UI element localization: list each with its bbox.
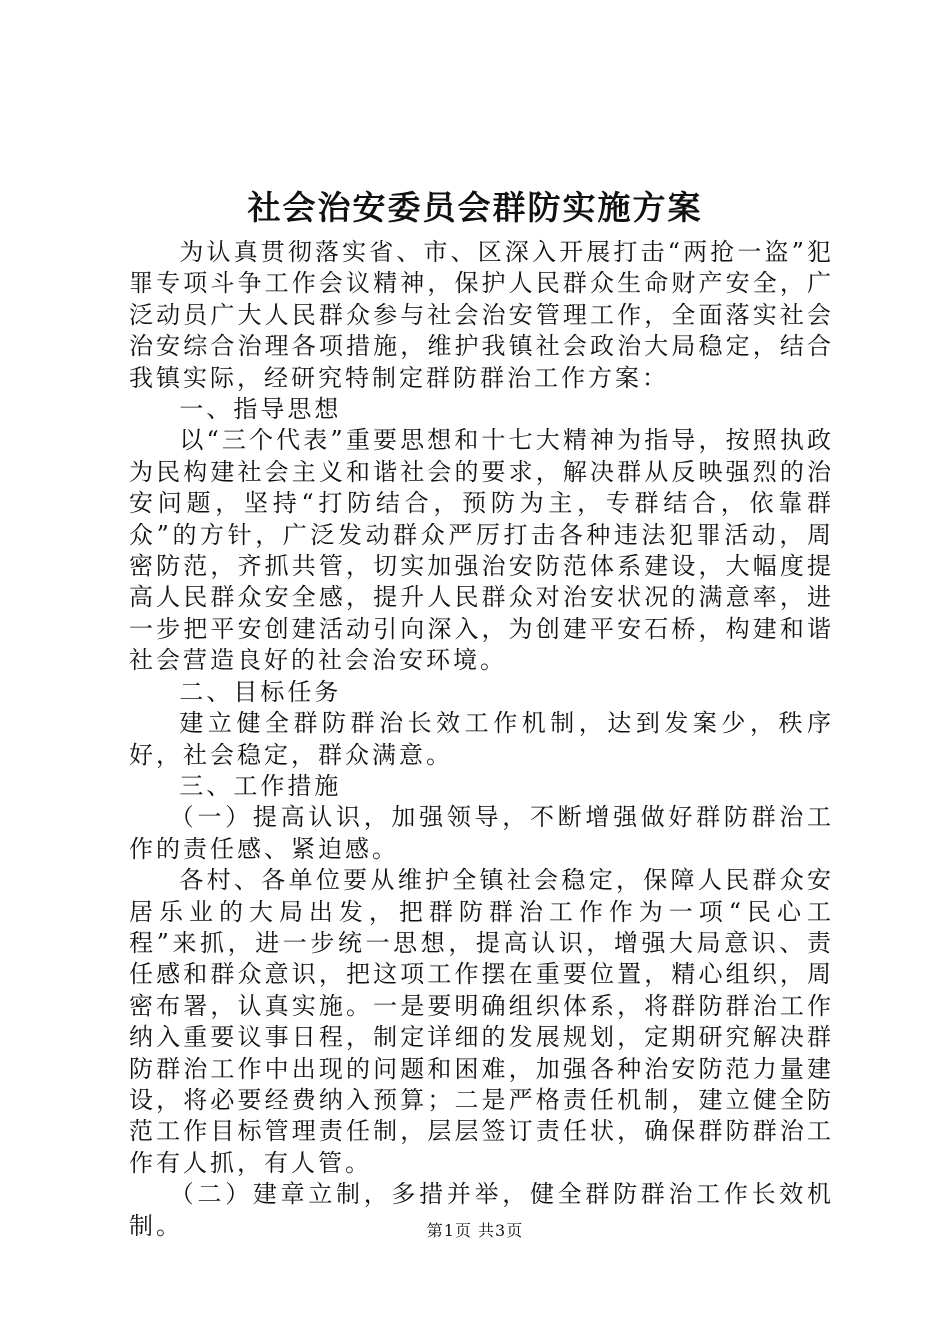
page-title: 社会治安委员会群防实施方案 xyxy=(247,188,703,227)
page-footer: 第1页 共3页 xyxy=(426,1221,524,1240)
section-heading-guiding-ideology: 一、指导思想 xyxy=(179,395,342,424)
guiding-ideology-paragraph: 以“三个代表”重要思想和十七大精神为指导，按照执政为民构建社会主义和谐社会的要求，解决群从反映强烈的治安问题，坚持“打防结合，预防为主，专群结合，依靠群众”的方针，广泛发动群众严厉打击各种违法犯罪活动，周密防范，齐抓共管，切实加强治安防范体系建设，大幅度提高人民群众安全感，提升人民群众对治安状况的满意率，进一步把平安创建活动引向深入，为创建平安石桥，构建和谐社会营造良好的社会治安环境。 xyxy=(129,426,834,675)
section-heading-measures: 三、工作措施 xyxy=(179,771,342,800)
section-heading-goals: 二、目标任务 xyxy=(179,677,342,706)
goals-paragraph: 建立健全群防群治长效工作机制，达到发案少，秩序好，社会稳定，群众满意。 xyxy=(129,709,834,769)
subsection-heading-2: （二）建章立制，多措并举，健全群防群治工作长效机制。 xyxy=(129,1180,834,1240)
measures-paragraph: 各村、各单位要从维护全镇社会稳定，保障人民群众安居乐业的大局出发，把群防群治工作作为一项“民心工程”来抓，进一步统一思想，提高认识，增强大局意识、责任感和群众意识，把这项工作摆在重要位置，精心组织，周密布署，认真实施。一是要明确组织体系，将群防群治工作纳入重要议事日程，制定详细的发展规划，定期研究解决群防群治工作中出现的问题和困难，加强各种治安防范力量建设，将必要经费纳入预算；二是严格责任机制，建立健全防范工作目标管理责任制，层层签订责任状，确保群防群治工作有人抓，有人管。 xyxy=(129,866,834,1177)
intro-paragraph: 为认真贯彻落实省、市、区深入开展打击“两抢一盗”犯罪专项斗争工作会议精神，保护人民群众生命财产安全，广泛动员广大人民群众参与社会治安管理工作，全面落实社会治安综合治理各项措施，维护我镇社会政治大局稳定，结合我镇实际，经研究特制定群防群治工作方案： xyxy=(129,238,834,392)
document-body xyxy=(129,237,834,1242)
subsection-heading-1: （一）提高认识，加强领导，不断增强做好群防群治工作的责任感、紧迫感。 xyxy=(129,803,834,863)
